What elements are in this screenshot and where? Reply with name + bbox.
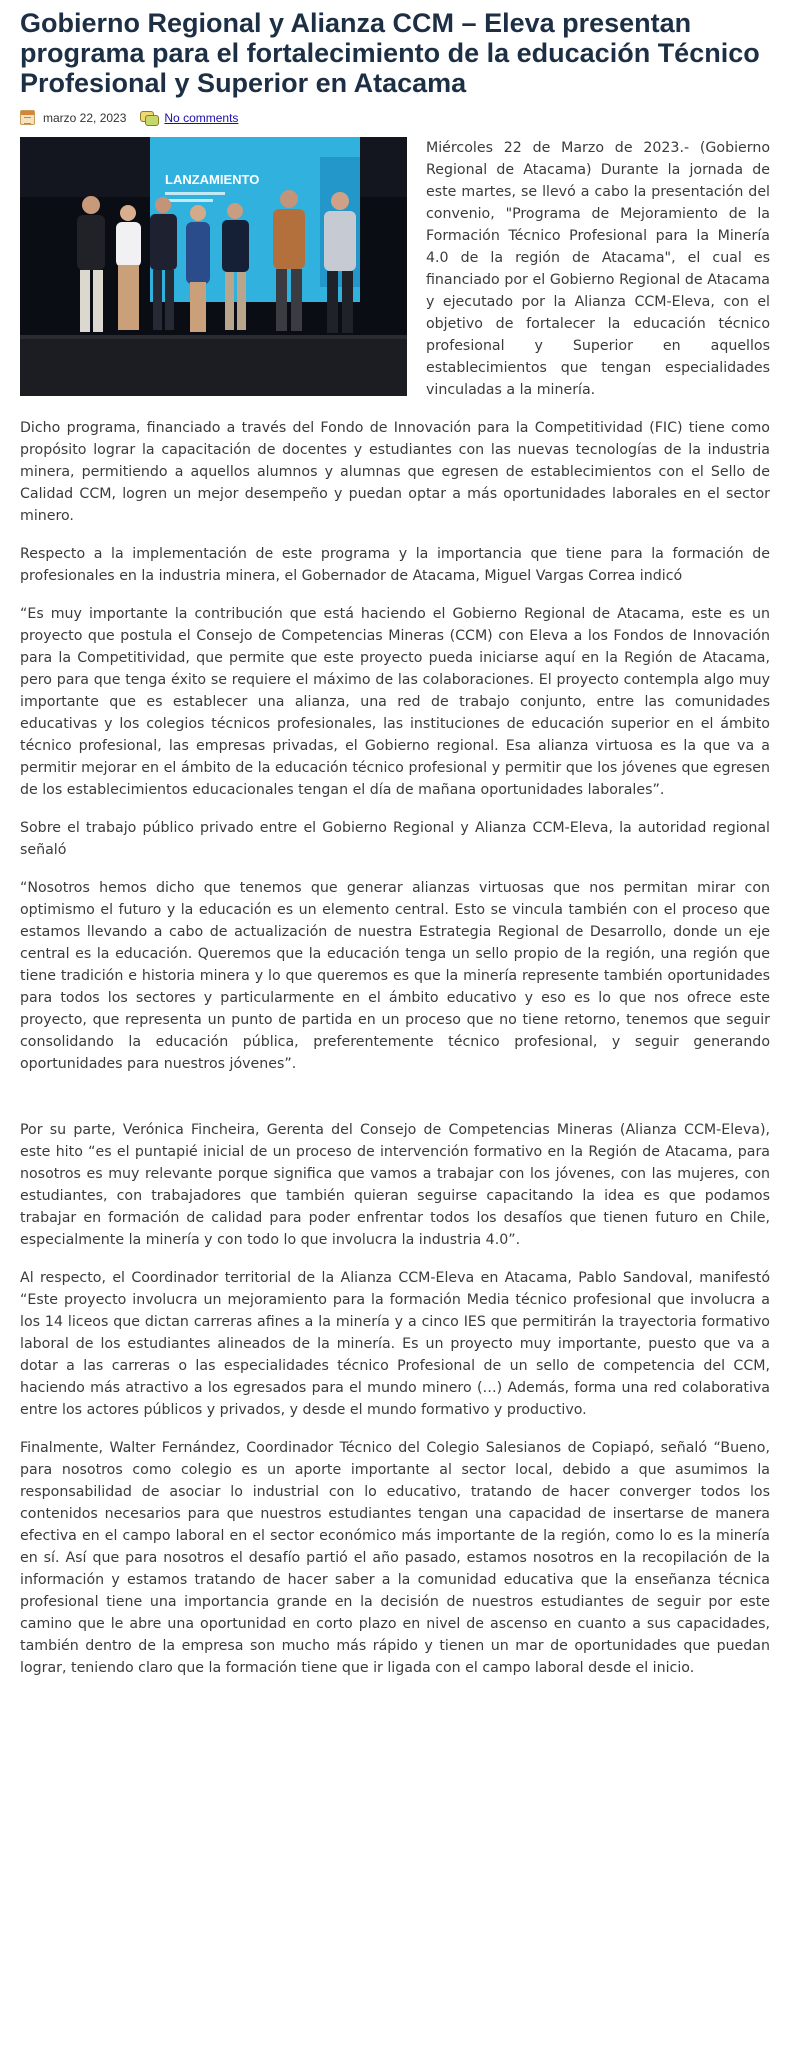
article-paragraph: “Nosotros hemos dicho que tenemos que generar alianzas virtuosas que nos permitan mirar con optimismo el futuro y la educación es un elemento central. Esto se vincula también con el proceso que estamos llevando a cabo de actualización de nuestra Estrategia Regional de Desarrollo, donde un eje central es la educación. Queremos que la educación tenga un sello propio de la región, una región que tiene tradición e historia minera y lo que queremos es que la minería represente también oportunidades para todos los sectores y particularmente en el ámbito educativo y eso es lo que nos ofrece este proyecto, que representa un punto de partida en un proceso que no tiene retorno, tenemos que seguir consolidando la educación pública, preferentemente técnico profesional, y seguir generando oportunidades para nuestros jóvenes”. [20, 880, 770, 1072]
article-paragraph: Respecto a la implementación de este programa y la importancia que tiene para la formación de profesionales en la industria minera, el Gobernador de Atacama, Miguel Vargas Correa indicó [20, 546, 770, 584]
article-paragraph: Dicho programa, financiado a través del Fondo de Innovación para la Competitividad (FIC) tiene como propósito lograr la capacitación de docentes y estudiantes con las nuevas tecnologías de la industria minera, permitiendo a aquellos alumnos y alumnas que egresen de establecimientos con el Sello de Calidad CCM, logren un mejor desempeño y puedan optar a más oportunidades laborales en el sector minero. [20, 420, 770, 524]
article-paragraph: “Es muy importante la contribución que está haciendo el Gobierno Regional de Atacama, este es un proyecto que postula el Consejo de Competencias Mineras (CCM) con Eleva a los Fondos de Innovación para la Competitividad, que permite que este proyecto pueda iniciarse aquí en la Región de Atacama, pero para que tenga éxito se requiere el máximo de las colaboraciones. El proyecto contempla algo muy importante que es establecer una alianza, una red de trabajo conjunto, entre las comunidades educativas y los colegios técnicos profesionales, las instituciones de educación superior en el ámbito técnico profesional, las empresas privadas, el Gobierno regional. Esa alianza virtuosa es la que va a permitir mejorar en el ámbito de la educación técnico profesional y permitir que los jóvenes que egresen de los establecimientos educacionales tengan el día de mañana oportunidades laborales”. [20, 606, 770, 798]
comments-icon [140, 111, 158, 125]
post-meta [20, 110, 770, 125]
calendar-icon [20, 110, 35, 125]
paragraph-spacer [20, 1091, 770, 1119]
article-paragraph: Sobre el trabajo público privado entre el Gobierno Regional y Alianza CCM-Eleva, la autoridad regional señaló [20, 820, 770, 858]
article-title: Gobierno Regional y Alianza CCM – Eleva presentan programa para el fortalecimiento de la educación Técnico Profesional y Superior en Atacama [20, 8, 760, 98]
post-date: marzo 22, 2023 [43, 110, 127, 125]
article-paragraph: Miércoles 22 de Marzo de 2023.- (Gobierno Regional de Atacama) Durante la jornada de este martes, se llevó a cabo la presentación del convenio, "Programa de Mejoramiento de la Formación Técnico Profesional para la Minería 4.0 de la región de Atacama", el cual es financiado por el Gobierno Regional de Atacama y ejecutado por la Alianza CCM-Eleva, con el objetivo de fortalecer la educación técnico profesional y Superior en aquellos establecimientos que tengan especialidades vinculadas a la minería. [426, 140, 770, 398]
article-paragraph: Finalmente, Walter Fernández, Coordinador Técnico del Colegio Salesianos de Copiapó, señaló “Bueno, para nosotros como colegio es un aporte importante al sector local, debido a que asumimos la responsabilidad de asociar lo industrial con lo educativo, tratando de hacer converger todos los contenidos necesarios para que nuestros estudiantes tengan una capacidad de insertarse de manera efectiva en el campo laboral en el sector económico más importante de la región, como lo es la minería en sí. Así que para nosotros el desafío partió el año pasado, estamos nosotros en la recopilación de la información y estamos tratando de hacer saber a la comunidad educativa que la enseñanza técnica profesional tiene una importancia grande en la decisión de nuestros estudiantes de seguir por este camino que le abre una oportunidad en corto plazo en nivel de ascenso en cuanto a sus capacidades, también dentro de la empresa son mucho más rápido y tienen un mar de oportunidades que puedan lograr, teniendo claro que la formación tiene que ir ligada con el campo laboral desde el inicio. [20, 1440, 770, 1676]
article-body [20, 137, 770, 1679]
photo-screen-text: LANZAMIENTO [165, 172, 260, 187]
event-photo [20, 137, 407, 396]
comments-link[interactable]: No comments [164, 110, 239, 125]
article-paragraph: Por su parte, Verónica Fincheira, Gerenta del Consejo de Competencias Mineras (Alianza CCM-Eleva), este hito “es el puntapié inicial de un proceso de intervención formativo en la Región de Atacama, para nosotros es muy relevante porque significa que vamos a trabajar con los jóvenes, con las mujeres, con estudiantes, con trabajadores que también quieran seguirse capacitando la idea es que podamos trabajar en formación de calidad para poder enfrentar todos los desafíos que tienen futuro en Chile, especialmente la minería y con todo lo que involucra la industria 4.0”. [20, 1122, 770, 1248]
article-paragraph: Al respecto, el Coordinador territorial de la Alianza CCM-Eleva en Atacama, Pablo Sandoval, manifestó “Este proyecto involucra un mejoramiento para la formación Media técnico profesional que involucra a los 14 liceos que dictan carreras afines a la minería y a cinco IES que permitirán la trayectoria formativo laboral de los estudiantes alineados de la minería. Es un proyecto muy importante, puesto que va a dotar a las carreras o las especialidades técnico Profesional de un sello de competencia del CCM, haciendo más atractivo a los egresados para el mundo minero (…) Además, forma una red colaborativa entre los actores públicos y privados, y desde el mundo formativo y productivo. [20, 1270, 770, 1418]
